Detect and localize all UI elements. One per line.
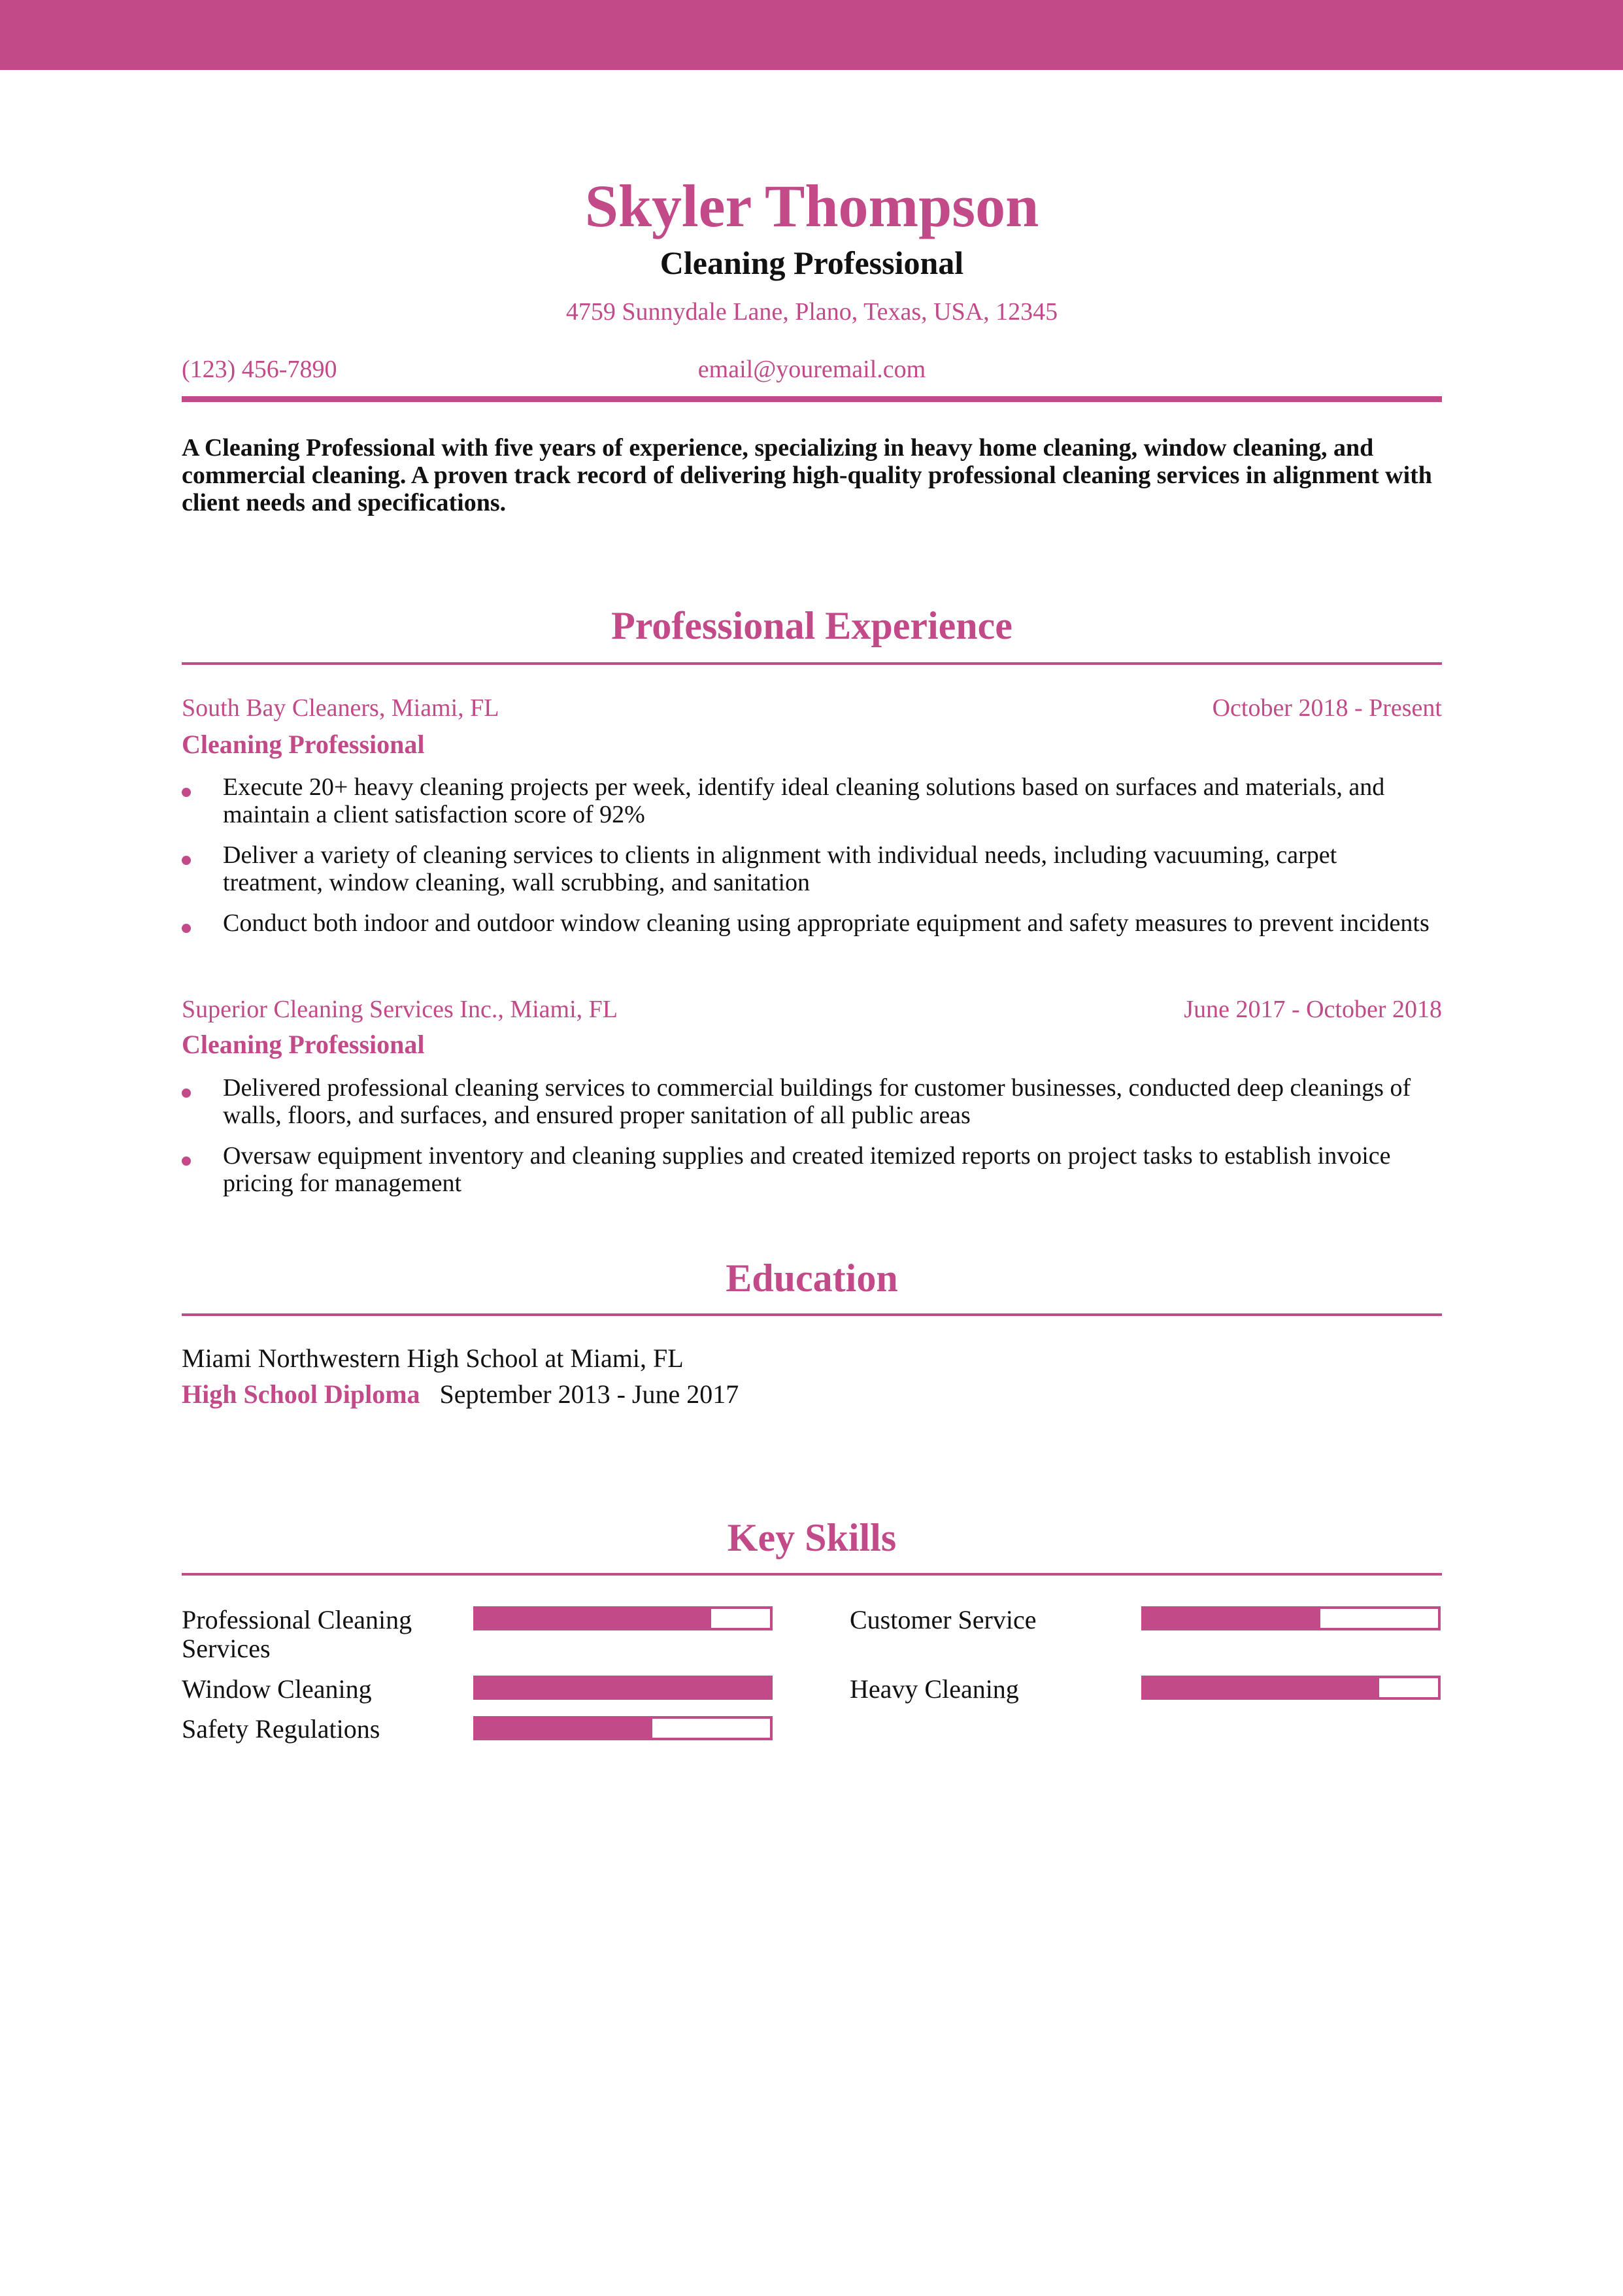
skill-label: Customer Service xyxy=(850,1605,1037,1634)
skill-label: Professional Cleaning Services xyxy=(182,1605,412,1663)
job-bullet xyxy=(182,773,1442,828)
education-degree: High School Diploma xyxy=(182,1379,420,1409)
job-bullet-text: Conduct both indoor and outdoor window cleaning using appropriate equipment and safety measures to prevent incidents xyxy=(223,909,1430,937)
skill-level-fill xyxy=(1144,1678,1379,1697)
bullet-dot-icon xyxy=(182,1089,191,1098)
job-bullet xyxy=(182,841,1442,896)
education-dates: September 2013 - June 2017 xyxy=(439,1379,739,1409)
skill-label: Safety Regulations xyxy=(182,1714,380,1744)
skill-level-bar xyxy=(473,1606,773,1630)
job-header xyxy=(182,691,1442,725)
skill-level-fill xyxy=(476,1678,770,1697)
bullet-dot-icon xyxy=(182,856,191,865)
education-section-title: Education xyxy=(726,1257,898,1300)
education-school: Miami Northwestern High School at Miami, FL xyxy=(182,1343,684,1373)
education-degree-line xyxy=(182,1377,739,1411)
address: 4759 Sunnydale Lane, Plano, Texas, USA, 12345 xyxy=(565,298,1058,326)
job-bullet xyxy=(182,909,1442,937)
professional-summary: A Cleaning Professional with five years of experience, specializing in heavy home cleaning, window cleaning, and commercial cleaning. A proven track record of delivering high-quality professional cleaning services in alignment with client needs and specifications. xyxy=(182,434,1432,516)
bullet-dot-icon xyxy=(182,924,191,933)
skill-level-bar xyxy=(1141,1606,1441,1630)
job-dates: October 2018 - Present xyxy=(1212,694,1442,722)
job-bullet-text: Execute 20+ heavy cleaning projects per week, identify ideal cleaning solutions based on surfaces and materials, and maintain a client satisfaction score of 92% xyxy=(223,773,1385,828)
skills-section-title: Key Skills xyxy=(727,1516,897,1559)
candidate-role: Cleaning Professional xyxy=(660,245,964,281)
skill-level-bar xyxy=(1141,1676,1441,1700)
job-title: Cleaning Professional xyxy=(182,730,425,759)
job-header xyxy=(182,992,1442,1026)
job-bullet xyxy=(182,1074,1442,1129)
job-bullet-text: Oversaw equipment inventory and cleaning supplies and created itemized reports on project tasks to establish invoice pricing for management xyxy=(223,1142,1391,1197)
skill-level-fill xyxy=(476,1609,711,1628)
skill-level-fill xyxy=(476,1719,652,1738)
email-address xyxy=(182,353,1442,386)
experience-section-title: Professional Experience xyxy=(611,604,1012,647)
email-text: email@youremail.com xyxy=(697,356,926,383)
skill-level-bar xyxy=(473,1676,773,1700)
education-divider xyxy=(182,1313,1442,1316)
top-color-band xyxy=(0,0,1623,70)
job-bullet-text: Deliver a variety of cleaning services to clients in alignment with individual needs, including vacuuming, carpet treatment, window cleaning, wall scrubbing, and sanitation xyxy=(223,841,1337,896)
skills-divider xyxy=(182,1573,1442,1576)
phone-number: (123) 456-7890 xyxy=(182,356,337,383)
contact-row xyxy=(182,353,1442,386)
skill-label: Heavy Cleaning xyxy=(850,1674,1019,1704)
bullet-dot-icon xyxy=(182,1156,191,1166)
skill-level-bar xyxy=(473,1716,773,1740)
job-bullet xyxy=(182,1142,1442,1197)
header-divider xyxy=(182,396,1442,402)
candidate-name: Skyler Thompson xyxy=(584,173,1039,239)
job-company: South Bay Cleaners, Miami, FL xyxy=(182,694,499,722)
bullet-dot-icon xyxy=(182,788,191,797)
job-company: Superior Cleaning Services Inc., Miami, FL xyxy=(182,996,618,1023)
job-title: Cleaning Professional xyxy=(182,1030,425,1059)
skill-label: Window Cleaning xyxy=(182,1674,372,1704)
job-bullet-text: Delivered professional cleaning services to commercial buildings for customer businesses, conducted deep cleanings of walls, floors, and surfaces, and ensured proper sanitation of all public areas xyxy=(223,1074,1411,1129)
job-bullet-list xyxy=(182,773,1442,950)
skill-level-fill xyxy=(1144,1609,1320,1628)
experience-divider xyxy=(182,662,1442,665)
job-bullet-list xyxy=(182,1074,1442,1210)
job-dates: June 2017 - October 2018 xyxy=(1184,996,1442,1023)
